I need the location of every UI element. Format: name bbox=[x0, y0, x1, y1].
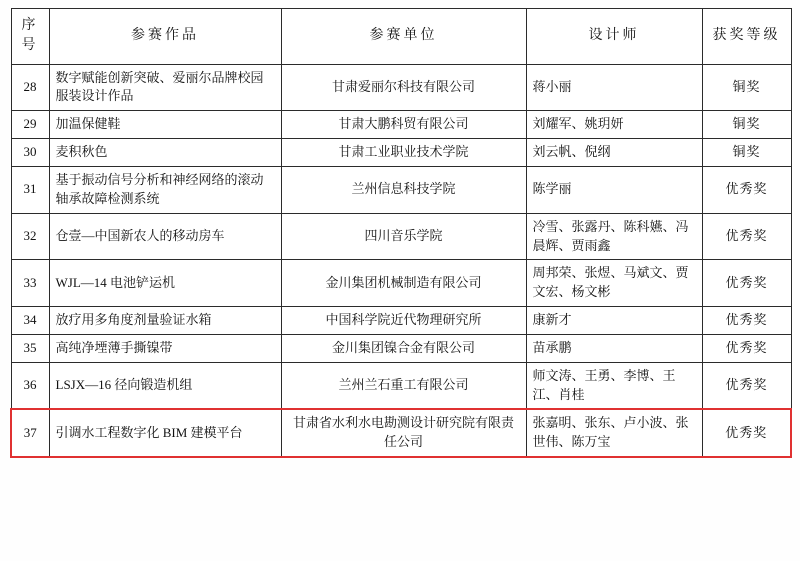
column-header-no: 序号 bbox=[11, 9, 49, 65]
cell-designer: 师文涛、王勇、李博、王江、肖桂 bbox=[526, 362, 702, 409]
cell-designer: 张嘉明、张东、卢小波、张世伟、陈万宝 bbox=[526, 409, 702, 457]
column-header-work: 参赛作品 bbox=[49, 9, 281, 65]
table-row bbox=[11, 166, 791, 213]
award-list-table bbox=[10, 8, 792, 458]
cell-level: 优秀奖 bbox=[702, 334, 791, 362]
cell-work: 麦积秋色 bbox=[49, 139, 281, 167]
cell-no: 33 bbox=[11, 260, 49, 307]
cell-designer: 蒋小丽 bbox=[526, 64, 702, 111]
cell-unit: 金川集团镍合金有限公司 bbox=[281, 334, 526, 362]
cell-level: 铜奖 bbox=[702, 64, 791, 111]
cell-designer: 周邦荣、张煜、马斌文、贾文宏、杨文彬 bbox=[526, 260, 702, 307]
cell-no: 32 bbox=[11, 213, 49, 260]
cell-work: 仓壹—中国新农人的移动房车 bbox=[49, 213, 281, 260]
cell-level: 铜奖 bbox=[702, 139, 791, 167]
table-row bbox=[11, 213, 791, 260]
cell-level: 优秀奖 bbox=[702, 362, 791, 409]
cell-work: 引调水工程数字化 BIM 建模平台 bbox=[49, 409, 281, 457]
cell-unit: 中国科学院近代物理研究所 bbox=[281, 307, 526, 335]
cell-designer: 冷雪、张露丹、陈科嬿、冯晨辉、贾雨鑫 bbox=[526, 213, 702, 260]
table-row bbox=[11, 334, 791, 362]
cell-no: 29 bbox=[11, 111, 49, 139]
cell-unit: 兰州兰石重工有限公司 bbox=[281, 362, 526, 409]
cell-designer: 刘云帆、倪纲 bbox=[526, 139, 702, 167]
table-header bbox=[11, 9, 791, 65]
cell-work: 数字赋能创新突破、爱丽尔品牌校园服装设计作品 bbox=[49, 64, 281, 111]
table-row bbox=[11, 409, 791, 457]
cell-unit: 四川音乐学院 bbox=[281, 213, 526, 260]
table-row bbox=[11, 260, 791, 307]
table-row bbox=[11, 362, 791, 409]
cell-no: 37 bbox=[11, 409, 49, 457]
cell-level: 优秀奖 bbox=[702, 213, 791, 260]
table-body bbox=[11, 64, 791, 457]
cell-designer: 康新才 bbox=[526, 307, 702, 335]
cell-level: 铜奖 bbox=[702, 111, 791, 139]
cell-no: 34 bbox=[11, 307, 49, 335]
cell-designer: 陈学丽 bbox=[526, 166, 702, 213]
cell-work: 基于振动信号分析和神经网络的滚动轴承故障检测系统 bbox=[49, 166, 281, 213]
cell-designer: 苗承鹏 bbox=[526, 334, 702, 362]
cell-work: 加温保健鞋 bbox=[49, 111, 281, 139]
table-header-row bbox=[11, 9, 791, 65]
column-header-unit: 参赛单位 bbox=[281, 9, 526, 65]
cell-no: 35 bbox=[11, 334, 49, 362]
table-row bbox=[11, 64, 791, 111]
column-header-level: 获奖等级 bbox=[702, 9, 791, 65]
cell-work: 高纯净堙薄手撕镍带 bbox=[49, 334, 281, 362]
cell-level: 优秀奖 bbox=[702, 409, 791, 457]
column-header-designer: 设计师 bbox=[526, 9, 702, 65]
cell-level: 优秀奖 bbox=[702, 307, 791, 335]
cell-designer: 刘耀军、姚玥妍 bbox=[526, 111, 702, 139]
cell-work: 放疗用多角度剂量验证水箱 bbox=[49, 307, 281, 335]
table-row bbox=[11, 111, 791, 139]
cell-no: 30 bbox=[11, 139, 49, 167]
cell-unit: 甘肃工业职业技术学院 bbox=[281, 139, 526, 167]
cell-work: WJL—14 电池铲运机 bbox=[49, 260, 281, 307]
table-row bbox=[11, 307, 791, 335]
cell-no: 31 bbox=[11, 166, 49, 213]
cell-no: 36 bbox=[11, 362, 49, 409]
cell-unit: 兰州信息科技学院 bbox=[281, 166, 526, 213]
cell-level: 优秀奖 bbox=[702, 166, 791, 213]
cell-level: 优秀奖 bbox=[702, 260, 791, 307]
cell-no: 28 bbox=[11, 64, 49, 111]
cell-unit: 金川集团机械制造有限公司 bbox=[281, 260, 526, 307]
cell-unit: 甘肃大鹏科贸有限公司 bbox=[281, 111, 526, 139]
cell-work: LSJX—16 径向锻造机组 bbox=[49, 362, 281, 409]
cell-unit: 甘肃爱丽尔科技有限公司 bbox=[281, 64, 526, 111]
table-row bbox=[11, 139, 791, 167]
cell-unit: 甘肃省水利水电勘测设计研究院有限责任公司 bbox=[281, 409, 526, 457]
